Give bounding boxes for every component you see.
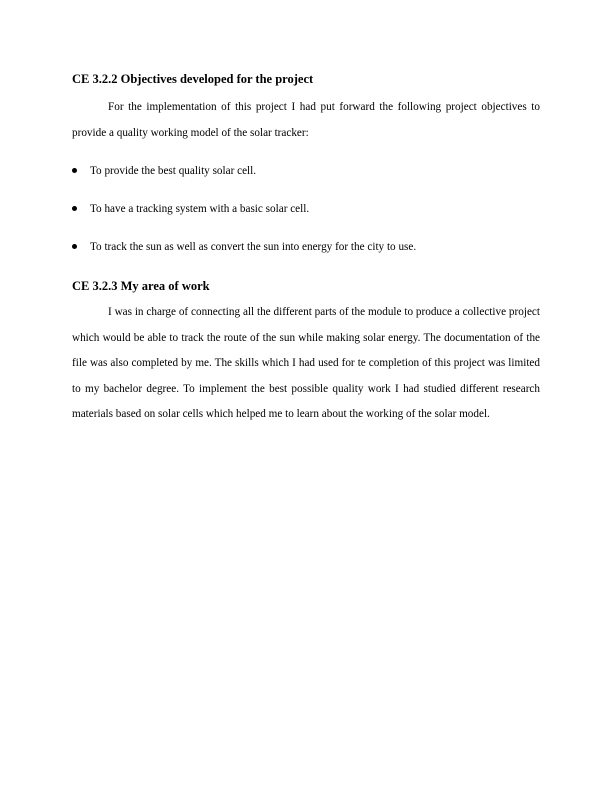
objectives-intro-paragraph: For the implementation of this project I had put forward the following project objectives to provide a quality working model of the solar tracker: <box>72 101 540 139</box>
section-heading-objectives: CE 3.2.2 Objectives developed for the project <box>72 72 314 86</box>
area-of-work-paragraph: I was in charge of connecting all the different parts of the module to produce a collective project which would be able to track the route of the sun while making solar energy. The documentation of the file was also completed by me. The skills which I had used for te completion of this project was limited to my bachelor degree. To implement the best possible quality work I had studied different research materials based on solar cells which helped me to learn about the working of the solar model. <box>72 306 540 420</box>
bullet-icon <box>72 168 77 173</box>
section-heading-area-of-work: CE 3.2.3 My area of work <box>72 279 210 293</box>
list-item <box>72 239 540 255</box>
list-item-text: To track the sun as well as convert the sun into energy for the city to use. <box>90 241 417 253</box>
objectives-list <box>72 163 540 255</box>
list-item <box>72 201 540 217</box>
list-item <box>72 163 540 179</box>
bullet-icon <box>72 244 77 249</box>
bullet-icon <box>72 206 77 211</box>
list-item-text: To have a tracking system with a basic solar cell. <box>90 203 310 215</box>
document-page <box>72 70 540 428</box>
list-item-text: To provide the best quality solar cell. <box>90 165 257 177</box>
